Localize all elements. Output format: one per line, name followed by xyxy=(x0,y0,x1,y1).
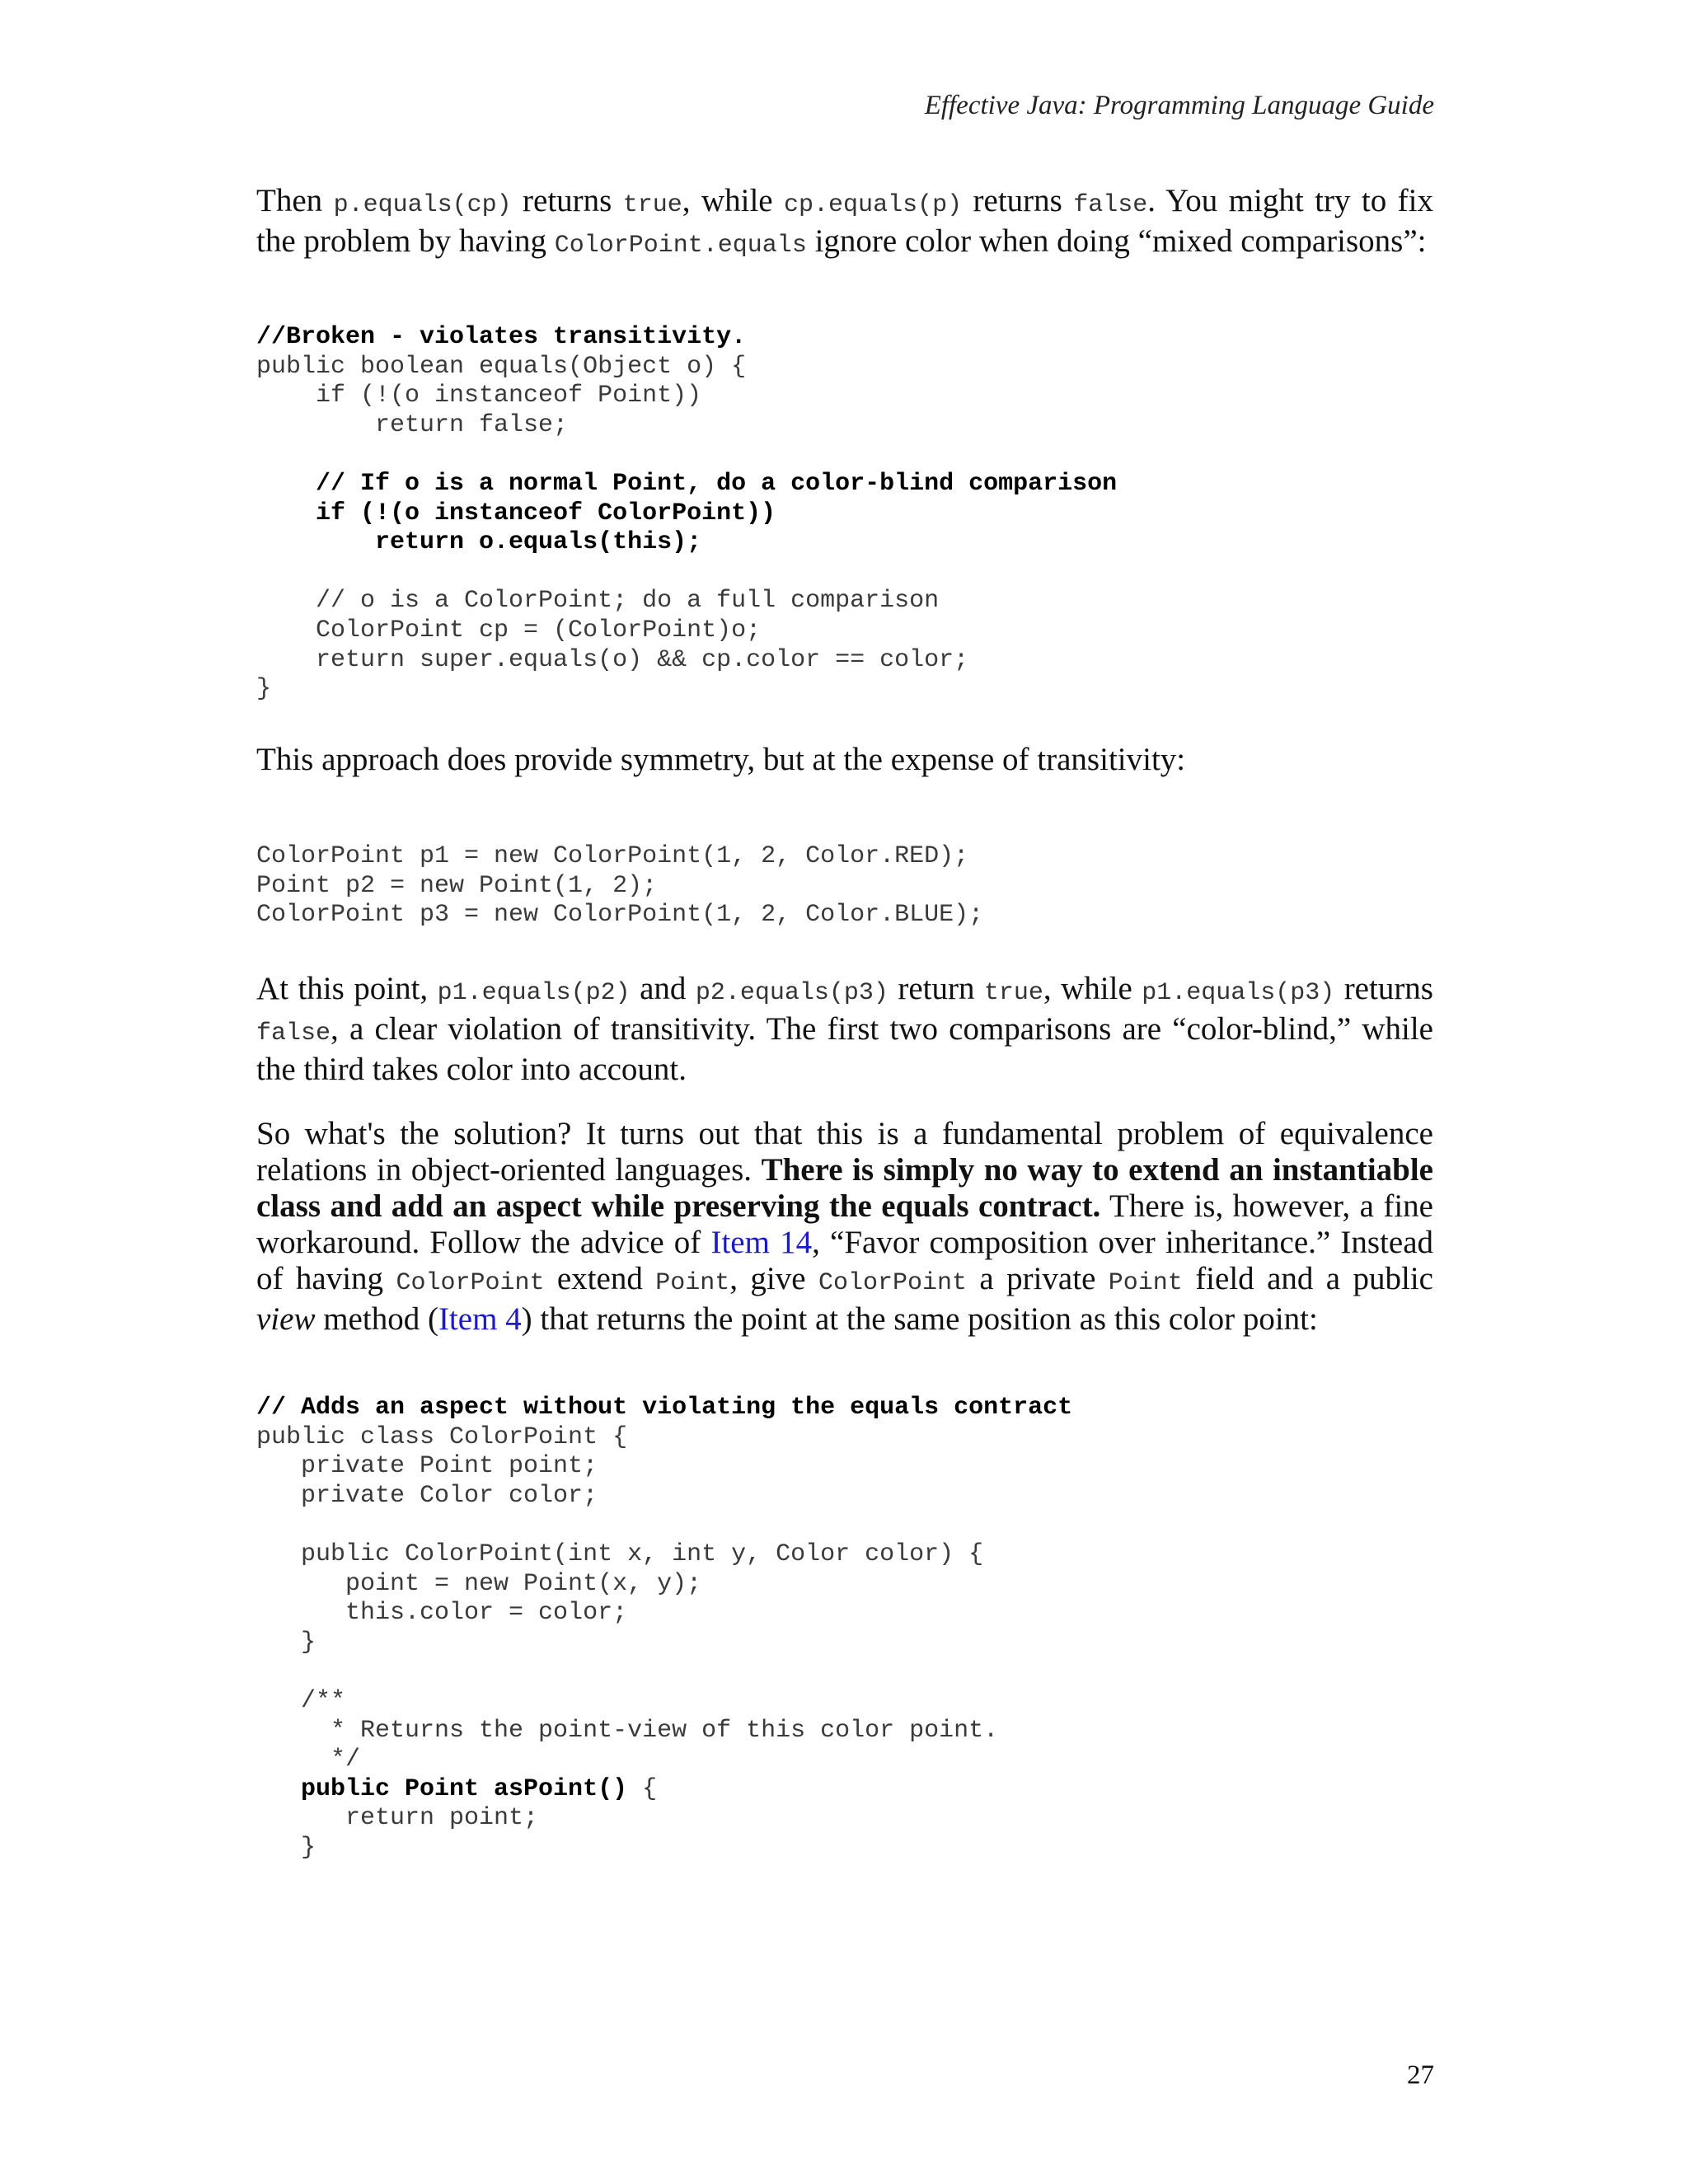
code-line xyxy=(256,1657,1072,1687)
link-item-14[interactable]: Item 14 xyxy=(710,1225,813,1260)
code-text: public class ColorPoint { xyxy=(256,1422,628,1451)
code-line xyxy=(256,499,1117,529)
page-number: 27 xyxy=(1407,2060,1434,2090)
code-line xyxy=(256,1423,1072,1453)
text: There is, however, a fine workaround. Follow the advice of xyxy=(256,1188,1433,1260)
code-text: // If o is a normal Point, do a color-blind comparison xyxy=(256,469,1118,498)
code-line xyxy=(256,353,1117,382)
inline-code: p2.equals(p3) xyxy=(695,979,889,1007)
code-line xyxy=(256,1482,1072,1511)
bold-statement: There is simply no way to extend an instantiable class and add an aspect while preserving the equals contract. xyxy=(256,1152,1433,1224)
code-text: } xyxy=(256,675,272,704)
code-line xyxy=(256,1540,1072,1570)
code-line xyxy=(256,1570,1072,1600)
inline-code: Point xyxy=(655,1269,730,1297)
code-line xyxy=(256,1599,1072,1629)
code-line xyxy=(256,587,1117,616)
code-line xyxy=(256,1629,1072,1658)
text: , “Favor composition over inheritance.” Instead of having xyxy=(256,1225,1434,1296)
code-text: return false; xyxy=(256,410,569,439)
code-text: Point p2 = new Point(1, 2); xyxy=(256,871,658,900)
code-block-broken-equals xyxy=(256,323,1117,705)
code-line xyxy=(256,842,983,872)
code-line xyxy=(256,901,983,930)
italic-word: view xyxy=(256,1301,316,1337)
code-text: if (!(o instanceof ColorPoint)) xyxy=(256,499,776,527)
code-text xyxy=(256,440,271,468)
code-line xyxy=(256,1804,1072,1834)
text: At this point, xyxy=(256,971,438,1006)
inline-code: false xyxy=(256,1019,331,1047)
link-item-4[interactable]: Item 4 xyxy=(438,1301,522,1337)
code-line xyxy=(256,675,1117,705)
code-line xyxy=(256,616,1117,646)
code-text: return point; xyxy=(256,1804,539,1833)
text: returns xyxy=(511,183,623,218)
code-line xyxy=(256,382,1117,411)
code-text: public boolean equals(Object o) { xyxy=(256,352,747,381)
text: field and a public xyxy=(1182,1261,1433,1296)
text: and xyxy=(630,971,696,1006)
code-line xyxy=(256,872,983,902)
paragraph-solution xyxy=(256,1116,1433,1338)
text: Then xyxy=(256,183,334,218)
code-text: ColorPoint cp = (ColorPoint)o; xyxy=(256,616,762,644)
code-text xyxy=(256,558,271,586)
text: , while xyxy=(1043,971,1142,1006)
code-line xyxy=(256,1511,1072,1540)
code-line xyxy=(256,528,1117,558)
text: a private xyxy=(966,1261,1109,1296)
code-line xyxy=(256,646,1117,676)
code-line xyxy=(256,1452,1072,1482)
text: , while xyxy=(682,183,785,218)
text: ignore color when doing “mixed comparisons”: xyxy=(806,223,1427,259)
inline-code: p1.equals(p3) xyxy=(1142,979,1335,1007)
inline-code: cp.equals(p) xyxy=(784,191,963,219)
code-line xyxy=(256,1394,1072,1423)
text: method ( xyxy=(315,1301,438,1337)
code-block-colorpoint-class xyxy=(256,1394,1072,1863)
code-text: ColorPoint p1 = new ColorPoint(1, 2, Color.RED); xyxy=(256,842,969,870)
code-line xyxy=(256,470,1117,499)
code-text: */ xyxy=(256,1746,361,1774)
code-text: } xyxy=(256,1833,316,1862)
code-text: private Color color; xyxy=(256,1481,598,1510)
inline-code: p.equals(cp) xyxy=(333,191,512,219)
code-text xyxy=(256,1657,271,1685)
text: returns xyxy=(1334,971,1433,1006)
code-text: } xyxy=(256,1628,316,1657)
text: So what's the solution? It turns out that this is a fundamental problem of equivalence relations in object-oriented languages. xyxy=(256,1116,1433,1188)
paragraph-transitivity xyxy=(256,971,1433,1088)
inline-code: ColorPoint.equals xyxy=(554,232,807,260)
text: returns xyxy=(962,183,1074,218)
code-text: //Broken - violates transitivity. xyxy=(256,323,747,351)
inline-code: true xyxy=(622,191,682,219)
code-text: if (!(o instanceof Point)) xyxy=(256,382,702,410)
code-text: // Adds an aspect without violating the equals contract xyxy=(256,1394,1073,1422)
paragraph-intro xyxy=(256,183,1433,264)
code-text: public ColorPoint(int x, int y, Color color) { xyxy=(256,1540,984,1568)
code-text: { xyxy=(627,1774,658,1803)
code-text: return super.equals(o) && cp.color == color; xyxy=(256,645,969,674)
code-line xyxy=(256,411,1117,441)
text: extend xyxy=(544,1261,656,1296)
code-text: private Point point; xyxy=(256,1452,598,1481)
inline-code: true xyxy=(983,979,1043,1007)
text: . You might try to fix the problem by having xyxy=(256,183,1433,259)
inline-code: ColorPoint xyxy=(818,1269,967,1297)
code-text: return o.equals(this); xyxy=(256,528,702,557)
text: , give xyxy=(729,1261,818,1296)
code-line xyxy=(256,440,1117,470)
running-header: Effective Java: Programming Language Guide xyxy=(924,91,1434,120)
code-line xyxy=(256,1775,1072,1805)
code-line xyxy=(256,1717,1072,1746)
code-line xyxy=(256,558,1117,588)
text: return xyxy=(888,971,984,1006)
code-text: public Point asPoint() xyxy=(256,1774,628,1803)
code-text: /** xyxy=(256,1686,346,1715)
code-text: point = new Point(x, y); xyxy=(256,1569,702,1598)
paragraph-symmetry: This approach does provide symmetry, but at the expense of transitivity: xyxy=(256,742,1186,777)
code-line xyxy=(256,323,1117,353)
inline-code: Point xyxy=(1108,1269,1183,1297)
code-text: * Returns the point-view of this color point. xyxy=(256,1716,999,1745)
code-text xyxy=(256,1511,271,1539)
text: ) that returns the point at the same position as this color point: xyxy=(521,1301,1318,1337)
code-text: this.color = color; xyxy=(256,1599,628,1628)
code-text: ColorPoint p3 = new ColorPoint(1, 2, Color.BLUE); xyxy=(256,901,984,930)
text: , a clear violation of transitivity. The first two comparisons are “color-blind,” while the third takes color into account. xyxy=(256,1011,1433,1087)
code-line xyxy=(256,1746,1072,1775)
inline-code: p1.equals(p2) xyxy=(437,979,631,1007)
code-block-points xyxy=(256,842,983,930)
code-text: // o is a ColorPoint; do a full comparison xyxy=(256,587,940,616)
code-line xyxy=(256,1834,1072,1863)
inline-code: false xyxy=(1073,191,1148,219)
inline-code: ColorPoint xyxy=(396,1269,545,1297)
code-line xyxy=(256,1687,1072,1717)
